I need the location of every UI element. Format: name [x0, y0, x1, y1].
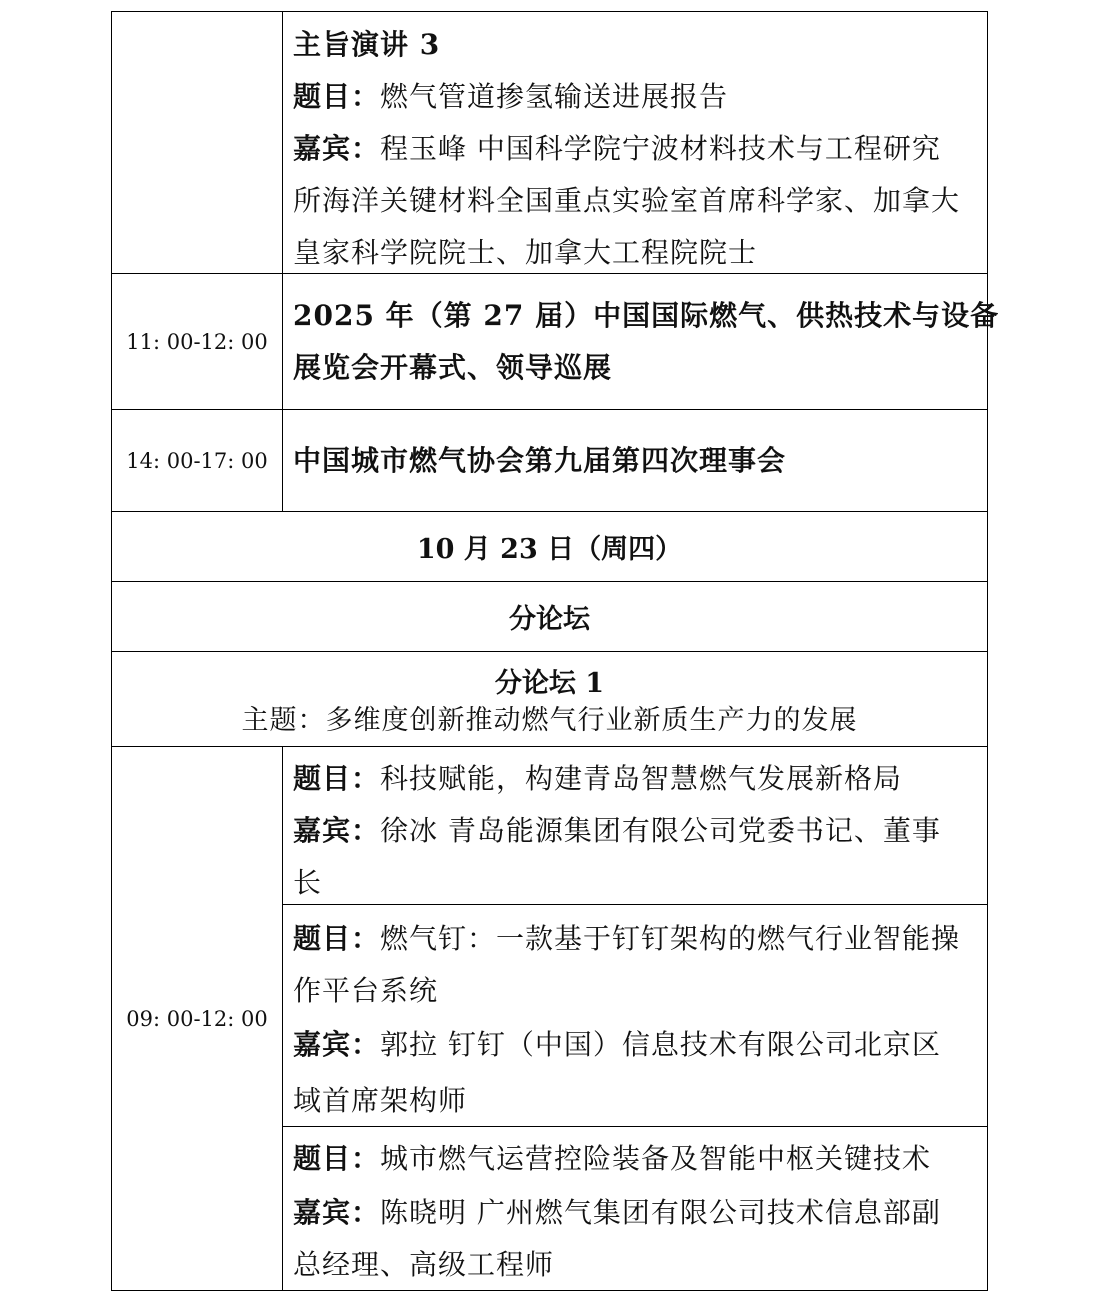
forum-header: 分论坛 [509, 604, 590, 635]
forum-1-theme: 主题：多维度创新推动燃气行业新质生产力的发展 [241, 705, 858, 736]
keynote-topic [293, 71, 977, 123]
council-content [283, 410, 987, 511]
guest-text-2: 所海洋关键材料全国重点实验室首席科学家、加拿大 [293, 184, 961, 217]
opening-time: 11: 00-12: 00 [112, 274, 283, 409]
talk-1 [283, 747, 987, 905]
guest-text-2: 域首席架构师 [293, 1084, 468, 1117]
topic-text: 燃气管道掺氢输送进展报告 [380, 80, 729, 113]
talk-2-guest [293, 1017, 977, 1073]
guest-label: 嘉宾： [293, 1028, 381, 1061]
talk-3 [283, 1127, 987, 1291]
date-header-row [112, 512, 987, 582]
council-row [112, 410, 987, 512]
date-header: 10 月 23 日（周四） [416, 534, 683, 565]
keynote-title: 主旨演讲 3 [293, 28, 441, 61]
forum-1-talks-row [112, 747, 987, 1290]
opening-line-2: 展览会开幕式、领导巡展 [293, 351, 613, 384]
guest-text-1: 郭拉 钉钉（中国）信息技术有限公司北京区 [380, 1028, 941, 1061]
guest-text-1: 程玉峰 中国科学院宁波材料技术与工程研究 [380, 132, 941, 165]
forum-header-row [112, 582, 987, 652]
talk-2-topic [293, 913, 977, 965]
guest-text-1: 陈晓明 广州燃气集团有限公司技术信息部副 [380, 1196, 941, 1229]
guest-text-2: 总经理、高级工程师 [293, 1248, 555, 1281]
council-time: 14: 00-17: 00 [112, 410, 283, 511]
topic-label: 题目： [293, 80, 381, 113]
opening-row [112, 274, 1000, 410]
keynote-3-row [112, 12, 987, 274]
topic-label: 题目： [293, 922, 381, 955]
topic-text: 燃气钉：一款基于钉钉架构的燃气行业智能操 [380, 922, 961, 955]
guest-label: 嘉宾： [293, 1196, 381, 1229]
talk-1-topic [293, 753, 977, 805]
topic-label: 题目： [293, 762, 381, 795]
guest-text-1: 徐冰 青岛能源集团有限公司党委书记、董事 [380, 814, 941, 847]
talk-3-topic [293, 1131, 977, 1187]
council-text: 中国城市燃气协会第九届第四次理事会 [293, 443, 787, 477]
time-cell-empty [112, 12, 283, 273]
forum-1-talks [283, 747, 987, 1290]
talk-1-guest [293, 805, 977, 857]
topic-text: 科技赋能，构建青岛智慧燃气发展新格局 [380, 762, 903, 795]
guest-text-2: 长 [293, 866, 323, 899]
opening-content [283, 274, 1009, 409]
talk-2 [283, 905, 987, 1127]
forum-1-header-row [112, 652, 987, 747]
guest-label: 嘉宾： [293, 814, 381, 847]
guest-label: 嘉宾： [293, 132, 381, 165]
forum-1-title: 分论坛 1 [494, 668, 605, 699]
topic-text-2: 作平台系统 [293, 974, 439, 1007]
keynote-3-content [283, 12, 987, 273]
agenda-table [111, 11, 1000, 1291]
keynote-guest [293, 123, 977, 175]
topic-text: 城市燃气运营控险装备及智能中枢关键技术 [380, 1142, 932, 1175]
guest-text-3: 皇家科学院院士、加拿大工程院院士 [293, 236, 758, 269]
forum-1-time: 09: 00-12: 00 [112, 747, 283, 1290]
talk-3-guest [293, 1187, 977, 1239]
topic-label: 题目： [293, 1142, 381, 1175]
opening-line-1: 2025 年（第 27 届）中国国际燃气、供热技术与设备 [293, 299, 1000, 332]
